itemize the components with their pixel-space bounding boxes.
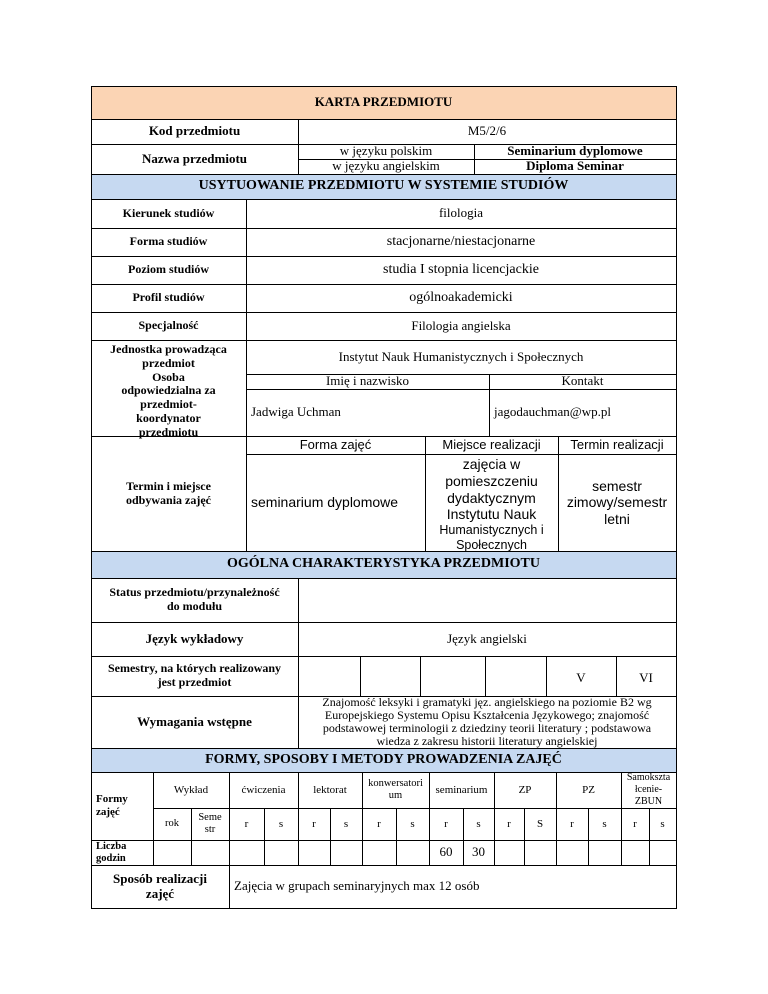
- miejsce-value-line2: Humanistycznych i Społecznych: [439, 523, 544, 553]
- hours-cell-8: [396, 840, 429, 865]
- status-label: Status przedmiotu/przynależność do modułu: [109, 585, 280, 613]
- hours-cell-6: [330, 840, 362, 865]
- wymagania-value: Znajomość leksyki i gramatyki jęz. angielskiego na poziomie B2 wg Europejskiego Systemu Opisu Kształcenia Językowego; znajomość podstawowej terminologii z dziedziny teorii literatury ; podstawowa wiedza z zakresu historii literatury angielskiej: [322, 694, 652, 749]
- semestr-cell-4: [485, 656, 546, 696]
- hours-cell-11: [494, 840, 524, 865]
- form-header-cwiczenia: ćwiczenia: [241, 783, 286, 796]
- sub-header-kon-s: s: [410, 817, 415, 830]
- termin-value: semestr zimowy/semestr letni: [566, 478, 668, 527]
- sub-header-lek-s: s: [343, 817, 349, 830]
- jezyk-label: Język wykładowy: [145, 630, 244, 646]
- profil-label: Profil studiów: [132, 290, 205, 305]
- lang-en-value: Diploma Seminar: [526, 158, 624, 174]
- semestr-cell-1: [298, 656, 360, 696]
- miejsce-header: Miejsce realizacji: [442, 436, 541, 452]
- hours-cell-14: [588, 840, 621, 865]
- specjalnosc-value: Filologia angielska: [411, 317, 511, 333]
- section1-title: USYTUOWANIE PRZEDMIOTU W SYSTEMIE STUDIÓW: [198, 178, 569, 194]
- sub-header-sem-s: s: [476, 817, 481, 830]
- sub-header-semestr: Seme str: [198, 811, 222, 835]
- miejsce-value: [425, 454, 558, 551]
- imie-value: Jadwiga Uchman: [251, 404, 341, 420]
- kierunek-value: filologia: [438, 205, 484, 221]
- hours-cell-3: [229, 840, 264, 865]
- semestr-cell-6: VI: [639, 669, 653, 685]
- form-header-zp: ZP: [518, 783, 532, 796]
- form-header-samoksztalcenie: Samokszta łcenie- ZBUN: [626, 772, 671, 807]
- semestry-label: Semestry, na których realizowany jest przedmiot: [107, 661, 282, 689]
- lang-en-label: w języku angielskim: [332, 158, 440, 174]
- hours-cell-2: [191, 840, 229, 865]
- jednostka-label: Jednostka prowadząca przedmiot: [110, 342, 227, 370]
- forma-label: Forma studiów: [129, 234, 208, 249]
- hours-cell-16: [649, 840, 676, 865]
- sub-header-zp-s: S: [536, 817, 544, 830]
- poziom-label: Poziom studiów: [128, 262, 209, 277]
- sub-header-pz-r: r: [570, 817, 574, 830]
- semestr-cell-3: [420, 656, 485, 696]
- hours-cell-seminarium-r: 60: [439, 844, 453, 860]
- lang-pl-value: Seminarium dyplomowe: [507, 143, 643, 159]
- imie-header: Imię i nazwisko: [325, 373, 410, 389]
- jezyk-value: Język angielski: [447, 630, 527, 646]
- sub-header-kon-r: r: [377, 817, 381, 830]
- hours-cell-seminarium-s: 30: [472, 844, 485, 860]
- sub-header-cw-s: s: [278, 817, 284, 830]
- hours-cell-1: [153, 840, 191, 865]
- semestr-cell-2: [360, 656, 420, 696]
- semestr-cell-5: V: [576, 669, 586, 685]
- form-header-seminarium: seminarium: [435, 783, 488, 796]
- hours-cell-15: [621, 840, 649, 865]
- hours-cell-4: [264, 840, 298, 865]
- hours-cell-5: [298, 840, 330, 865]
- specjalnosc-label: Specjalność: [138, 318, 199, 333]
- code-value: M5/2/6: [467, 123, 507, 139]
- hours-cell-13: [556, 840, 588, 865]
- jednostka-value: Instytut Nauk Humanistycznych i Społecznych: [338, 348, 584, 364]
- code-label: Kod przedmiotu: [148, 123, 241, 139]
- forma-zajec-value: seminarium dyplomowe: [251, 494, 399, 511]
- section2-title: OGÓLNA CHARAKTERYSTYKA PRZEDMIOTU: [227, 556, 540, 572]
- kontakt-header: Kontakt: [561, 373, 604, 389]
- wymagania-label: Wymagania wstępne: [137, 713, 252, 729]
- formy-label: Formy zajęć: [96, 793, 128, 818]
- status-value: [298, 578, 676, 622]
- sposob-label: Sposób realizacji zajęć: [112, 870, 207, 901]
- sub-header-cw-r: r: [244, 817, 249, 830]
- form-header-lektorat: lektorat: [313, 783, 347, 796]
- card-title: KARTA PRZEDMIOTU: [314, 94, 453, 110]
- kontakt-value: jagodauchman@wp.pl: [494, 404, 612, 420]
- sub-header-sem-r: r: [444, 817, 448, 830]
- section3-title: FORMY, SPOSOBY I METODY PROWADZENIA ZAJĘĆ: [205, 751, 562, 767]
- sub-header-zp-r: r: [507, 817, 511, 830]
- lang-pl-label: w języku polskim: [339, 143, 433, 159]
- termin-label: Termin i miejsce odbywania zajęć: [126, 478, 211, 507]
- profil-value: ogólnoakademicki: [409, 289, 513, 305]
- sub-header-rok: rok: [165, 817, 179, 829]
- form-header-konwersatorium: konwersatori um: [368, 777, 423, 801]
- sub-header-pz-s: s: [602, 817, 607, 830]
- hours-cell-7: [362, 840, 396, 865]
- hours-cell-12: [524, 840, 556, 865]
- poziom-value: studia I stopnia licencjackie: [383, 261, 539, 277]
- kierunek-label: Kierunek studiów: [122, 205, 215, 220]
- osoba-label: Osoba odpowiedzialna za przedmiot- koordynator przedmiotu: [121, 369, 216, 439]
- name-label: Nazwa przedmiotu: [141, 150, 248, 166]
- sposob-value: Zajęcia w grupach seminaryjnych max 12 osób: [234, 878, 480, 894]
- forma-value: stacjonarne/niestacjonarne: [386, 233, 536, 249]
- form-header-pz: PZ: [582, 783, 595, 796]
- sub-header-sam-r: r: [633, 817, 637, 830]
- sub-header-sam-s: s: [660, 817, 665, 830]
- miejsce-value-line1: zajęcia w pomieszczeniu dydaktycznym Instytutu Nauk: [445, 456, 538, 523]
- termin-header: Termin realizacji: [570, 436, 664, 452]
- sub-header-lek-r: r: [312, 817, 316, 830]
- form-header-wyklad: Wykład: [173, 783, 209, 796]
- liczba-label: Liczba godzin: [96, 840, 127, 864]
- forma-zajec-header: Forma zajęć: [299, 436, 372, 452]
